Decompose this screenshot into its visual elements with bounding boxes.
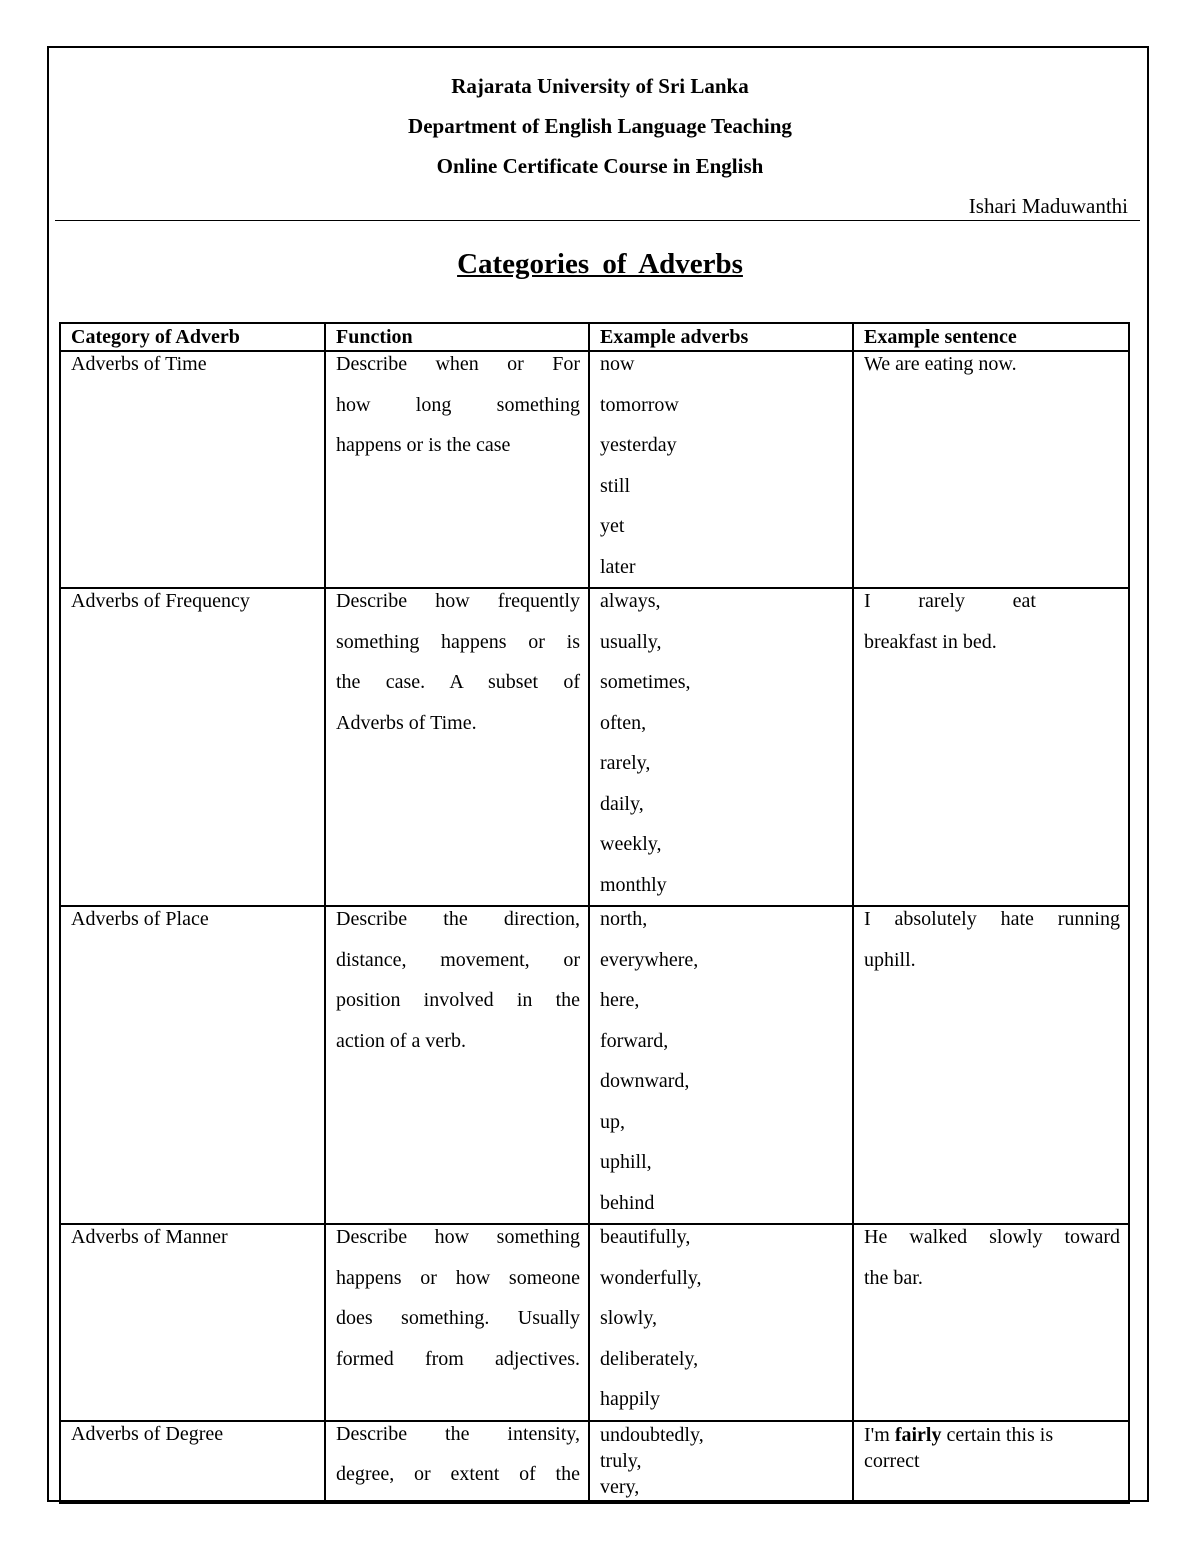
sentence-line: uphill.	[864, 948, 916, 971]
examples-cell	[589, 1421, 853, 1503]
sentence-line: We are eating now.	[864, 353, 1017, 375]
example-adverb: deliberately,	[600, 1347, 699, 1370]
category-label: Adverbs of Manner	[71, 1226, 228, 1248]
example-adverb: usually,	[600, 630, 662, 653]
function-line: formed from adjectives.	[336, 1347, 580, 1370]
category-label: Adverbs of Frequency	[71, 590, 250, 612]
examples-cell	[589, 1224, 853, 1421]
example-adverb: uphill,	[600, 1151, 652, 1173]
function-line: action of a verb.	[336, 1029, 466, 1052]
header-divider	[55, 220, 1140, 221]
example-adverb: yet	[600, 515, 625, 537]
example-adverb: wonderfully,	[600, 1266, 702, 1289]
category-label: Adverbs of Place	[71, 908, 209, 930]
course-name: Online Certificate Course in English	[436, 154, 764, 178]
column-header-category: Category of Adverb	[60, 323, 325, 351]
category-cell	[60, 1224, 325, 1421]
function-line: Adverbs of Time.	[336, 711, 477, 734]
function-line: how long something	[336, 393, 580, 416]
example-adverb: north,	[600, 908, 648, 930]
function-cell	[325, 1421, 589, 1503]
function-line: the case. A subset of	[336, 671, 580, 693]
category-cell	[60, 588, 325, 906]
category-label: Adverbs of Time	[71, 353, 207, 375]
sentence-line: I absolutely hate running	[864, 908, 1120, 930]
sentence-line: breakfast in bed.	[864, 630, 997, 653]
sentence-cell	[853, 1224, 1129, 1421]
column-header-examples: Example adverbs	[589, 323, 853, 351]
example-adverb: always,	[600, 590, 661, 612]
university-name: Rajarata University of Sri Lanka	[451, 74, 749, 98]
examples-cell	[589, 588, 853, 906]
examples-cell	[589, 906, 853, 1224]
example-adverb: slowly,	[600, 1307, 658, 1329]
example-adverb: still	[600, 474, 631, 497]
function-line: does something. Usually	[336, 1307, 580, 1329]
sentence-cell	[853, 1421, 1129, 1503]
sentence-line: the bar.	[864, 1266, 923, 1289]
function-line: Describe when or For	[336, 353, 580, 375]
author-name: Ishari Maduwanthi	[968, 194, 1128, 218]
sentence-line: He walked slowly toward	[864, 1226, 1120, 1248]
department-name: Department of English Language Teaching	[408, 114, 792, 138]
example-adverb: often,	[600, 711, 647, 734]
function-cell	[325, 1224, 589, 1421]
example-adverb: forward,	[600, 1029, 669, 1052]
sentence-line	[864, 1422, 1120, 1448]
example-adverb: happily	[600, 1388, 660, 1410]
example-adverb: behind	[600, 1191, 655, 1214]
example-adverb: here,	[600, 989, 640, 1011]
category-cell	[60, 906, 325, 1224]
example-adverb: monthly	[600, 873, 667, 896]
example-adverb: rarely,	[600, 752, 651, 774]
example-adverb: now	[600, 353, 635, 375]
sentence-cell	[853, 351, 1129, 588]
function-cell	[325, 351, 589, 588]
adverbs-table	[59, 322, 1130, 1504]
sentence-line: correct	[864, 1449, 920, 1472]
function-line: Describe the intensity,	[336, 1422, 580, 1445]
sentence-text: I'm	[864, 1423, 895, 1446]
function-line: degree, or extent of the	[336, 1463, 580, 1485]
function-line: happens or how someone	[336, 1266, 580, 1289]
example-adverb: later	[600, 555, 636, 578]
column-header-sentence: Example sentence	[853, 323, 1129, 351]
category-cell	[60, 1421, 325, 1503]
sentence-emphasis: fairly	[894, 1423, 942, 1446]
category-label: Adverbs of Degree	[71, 1422, 224, 1445]
example-adverb: beautifully,	[600, 1226, 691, 1248]
function-line: position involved in the	[336, 989, 580, 1011]
example-adverb: daily,	[600, 792, 644, 815]
sentence-text: certain this is	[941, 1423, 1054, 1446]
sentence-line: I rarely eat	[864, 590, 1036, 612]
column-header-function: Function	[325, 323, 589, 351]
function-line: happens or is the case	[336, 434, 511, 456]
category-cell	[60, 351, 325, 588]
example-adverb: everywhere,	[600, 948, 699, 971]
sentence-cell	[853, 588, 1129, 906]
table-row	[60, 588, 1129, 906]
sentence-cell	[853, 906, 1129, 1224]
function-line: Describe how frequently	[336, 590, 580, 612]
example-adverb: up,	[600, 1110, 625, 1133]
function-cell	[325, 588, 589, 906]
function-line: something happens or is	[336, 630, 580, 653]
example-adverb: yesterday	[600, 434, 677, 456]
example-adverb: sometimes,	[600, 671, 691, 693]
table-row	[60, 1421, 1129, 1503]
example-adverb: undoubtedly,	[600, 1423, 704, 1446]
example-adverb: downward,	[600, 1070, 690, 1092]
example-adverb: weekly,	[600, 833, 662, 855]
table-row	[60, 351, 1129, 588]
example-adverb: tomorrow	[600, 393, 679, 416]
function-line: Describe the direction,	[336, 908, 580, 930]
example-adverb: truly,	[600, 1449, 642, 1472]
document-header	[0, 70, 1200, 190]
examples-cell	[589, 351, 853, 588]
table-row	[60, 1224, 1129, 1421]
function-cell	[325, 906, 589, 1224]
page-title: Categories of Adverbs	[457, 248, 743, 280]
function-line: distance, movement, or	[336, 948, 580, 971]
table-row	[60, 906, 1129, 1224]
function-line: Describe how something	[336, 1226, 580, 1248]
example-adverb: very,	[600, 1475, 640, 1498]
